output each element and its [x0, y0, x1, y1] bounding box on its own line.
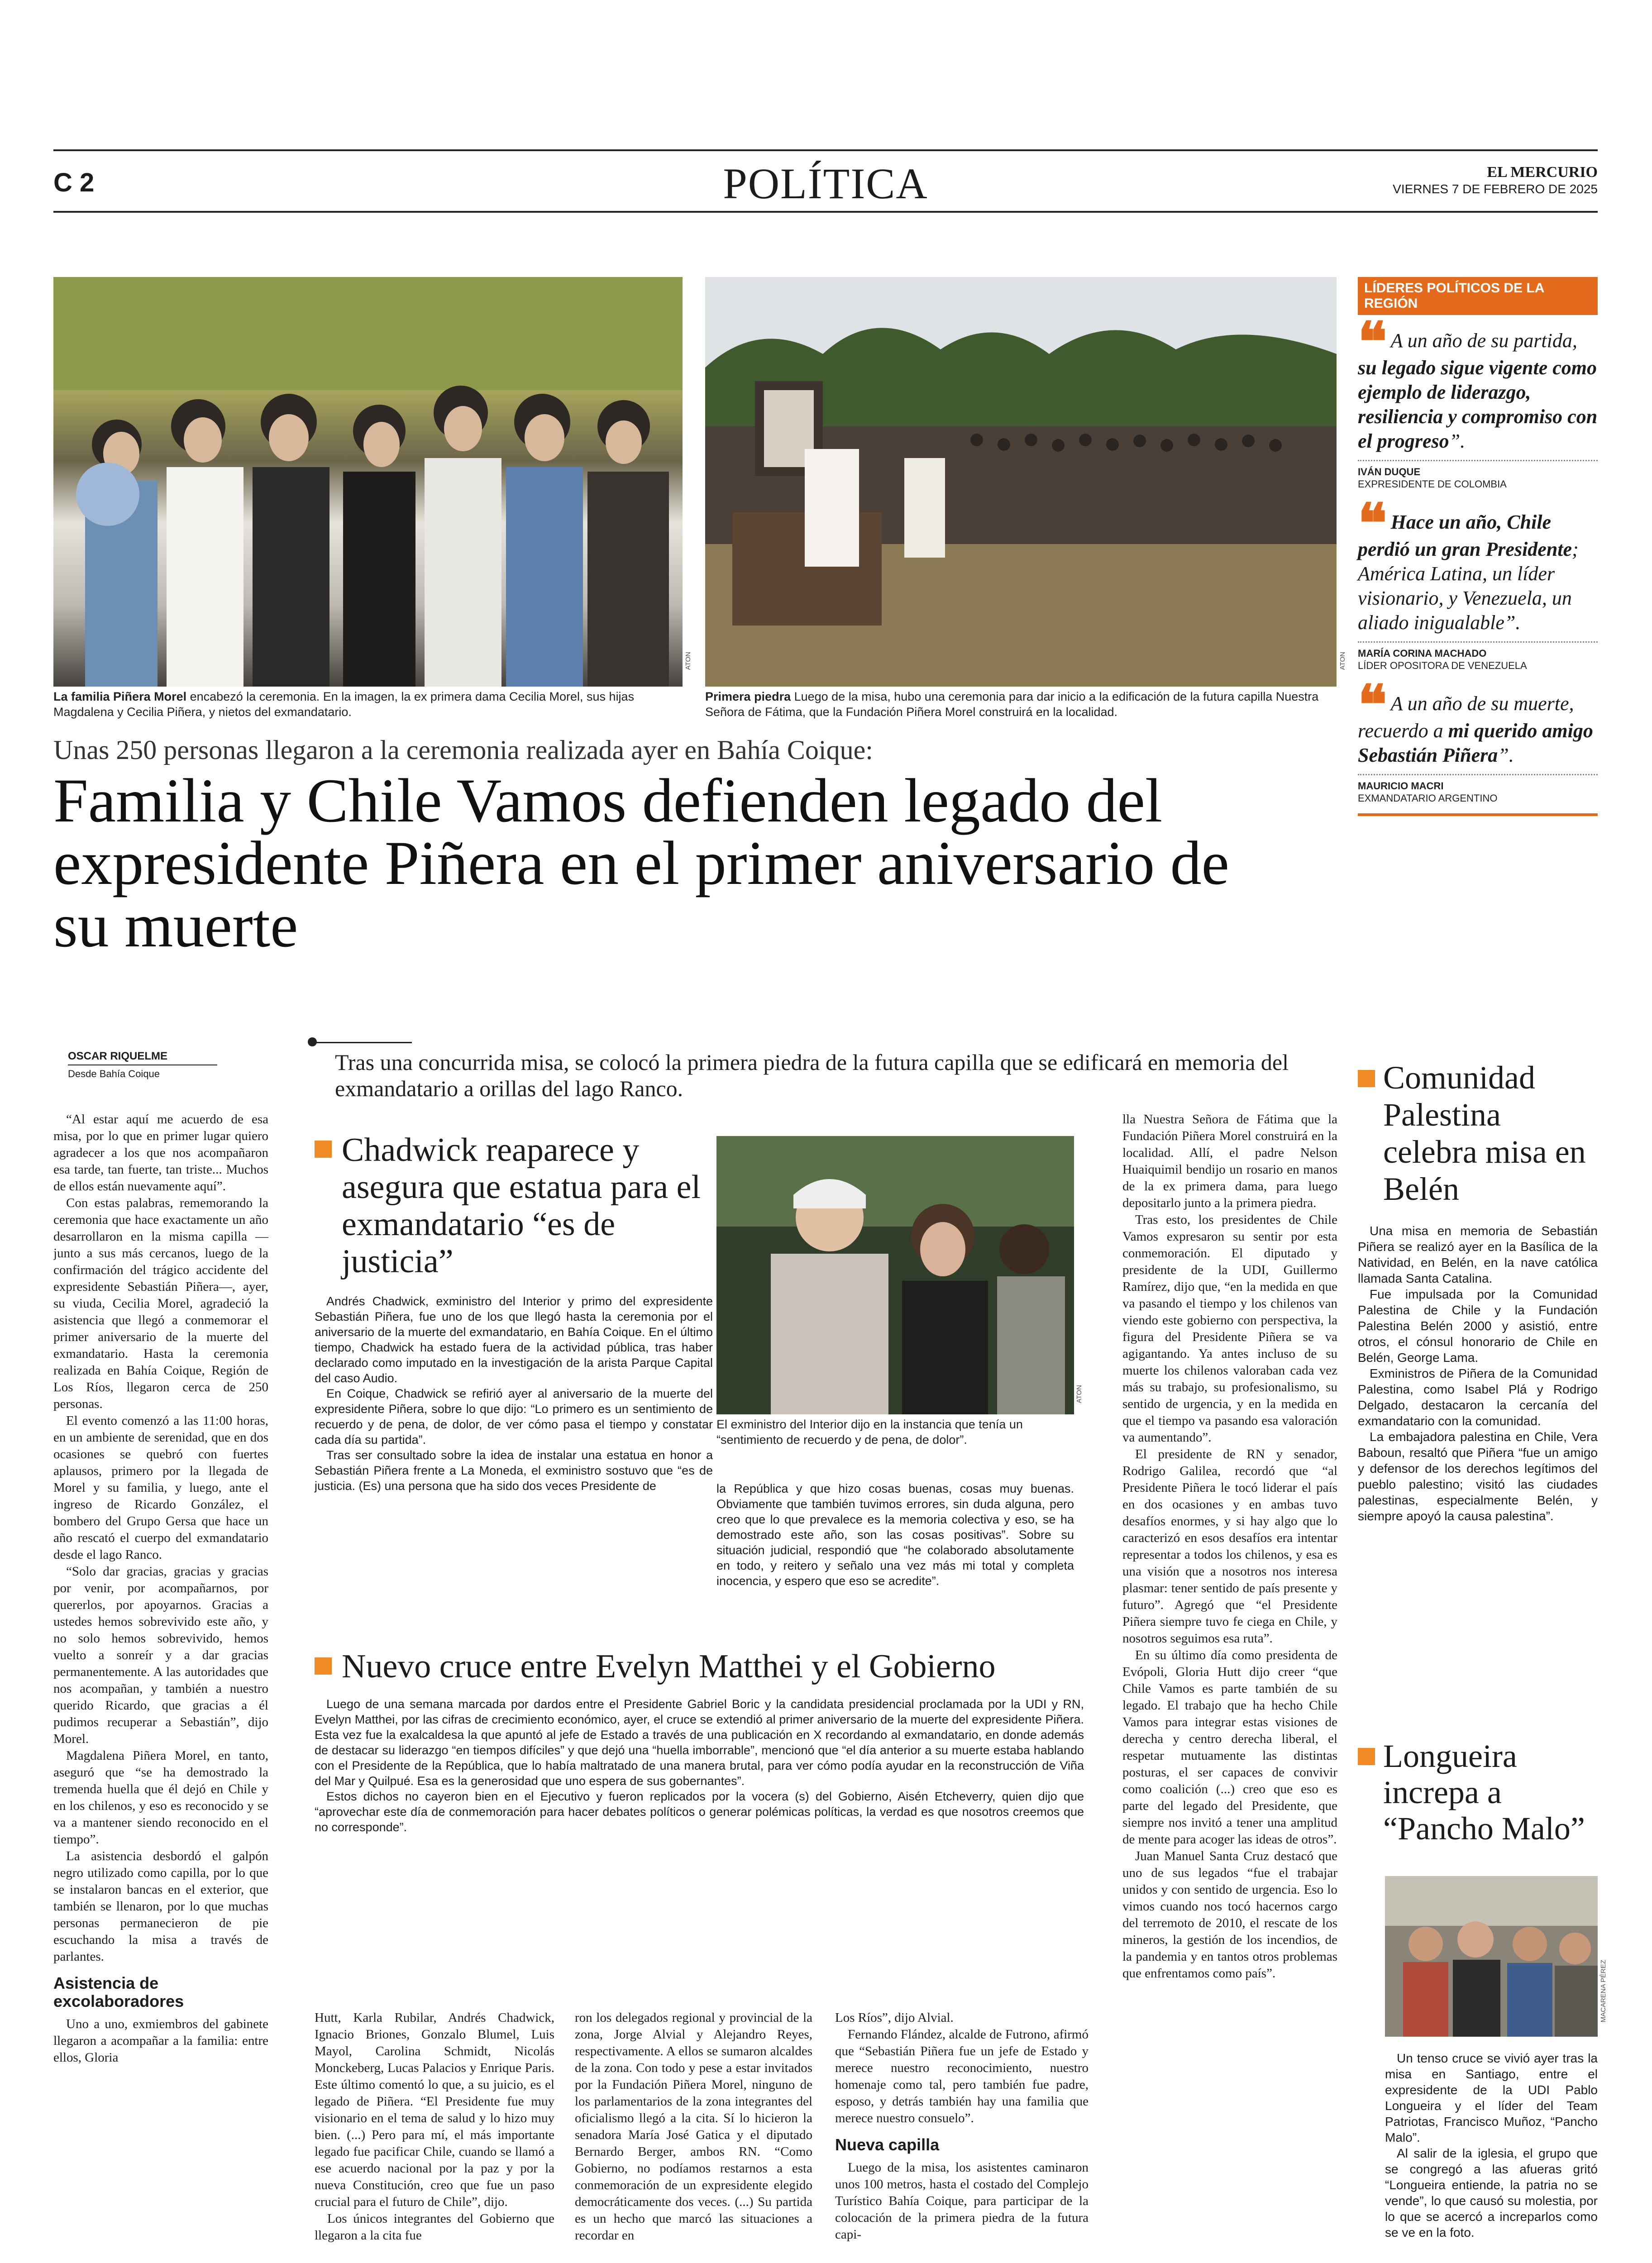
quote-pre: A un año de su partida, [1390, 329, 1577, 352]
byline-place: Desde Bahía Coique [68, 1068, 160, 1079]
paragraph: “Al estar aquí me acuerdo de esa misa, por lo que en primer lugar quiero agradecer a los que nos acompañaron esa tarde, tan fuerte, tan triste... Muchos de ellos están nuevamente aquí”. [53, 1112, 268, 1194]
paragraph: Tras ser consultado sobre la idea de instalar una estatua en honor a Sebastián Piñera frente a La Moneda, el exministro sostuvo que “es de justicia. (Es) una persona que ha sido dos veces Presidente de [315, 1448, 713, 1493]
paragraph: En Coique, Chadwick se refirió ayer al aniversario de la muerte del expresidente Piñera, sobre lo que dijo: “Lo primero es un sentimiento de recuerdo y de pena, de dolor, de ver cómo pasa el tiempo y constatar cada día su partida”. [315, 1387, 713, 1447]
masthead [53, 149, 1598, 213]
paragraph: Andrés Chadwick, exministro del Interior y primo del expresidente Sebastián Piñera, fue uno de los que llegó hasta la ceremonia por el aniversario de la muerte del exmandatario, en Bahía Coique. En el último tiempo, Chadwick ha estado fuera de la actividad pública, tras haber declarado como imputado en la investigación de la arista Parque Capital del caso Audio. [315, 1294, 713, 1385]
chadwick-photo [716, 1136, 1074, 1414]
quote-block [1358, 673, 1598, 804]
chadwick-heading-text: Chadwick reaparece y asegura que estatua para el exmandatario “es de justicia” [342, 1132, 701, 1280]
caption-text: Luego de la misa, hubo una ceremonia para dar inicio a la edificación de la futura capilla Nuestra Señora de Fátima, que la Fundación Piñera Morel construirá en la localidad. [705, 690, 1319, 719]
matthei-body [315, 1696, 1084, 1835]
caption-lead: Primera piedra [705, 690, 791, 703]
paragraph: Los únicos integrantes del Gobierno que llegaron a la cita fue [315, 2211, 554, 2243]
photo-caption [705, 689, 1337, 720]
chadwick-heading [315, 1132, 713, 1280]
quote-block [1358, 310, 1598, 490]
paragraph: Juan Manuel Santa Cruz destacó que uno de sus legados “fue el trabajar unidos y con sentido de urgencia. Eso lo vimos cuando nos tocó hacernos cargo del terremoto de 2010, el rescate de los mineros, la gestión de los incendios, de la pandemia y en tantos otros problemas que enfrentamos como país”. [1122, 1849, 1337, 1981]
paragraph: lla Nuestra Señora de Fátima que la Fundación Piñera Morel construirá en la localidad. Allí, el padre Nelson Huaiquimil bendijo un rosario en manos de la ex primera dama, para luego depositarlo junto a la primera piedra. [1122, 1112, 1337, 1210]
orange-square-icon [315, 1141, 332, 1158]
paragraph: Una misa en memoria de Sebastián Piñera se realizó ayer en la Basílica de la Natividad, en Belén, en la nave católica llamada Santa Catalina. [1358, 1224, 1598, 1285]
photo-credit: ATON [1339, 652, 1346, 670]
chadwick-photo-caption: El exministro del Interior dijo en la instancia que tenía un “sentimiento de recuerdo y de pena, de dolor”. [716, 1418, 1023, 1447]
quote-mark-icon: ❝ [1358, 492, 1387, 555]
article-column [1122, 1111, 1337, 2263]
quote-author-name: MAURICIO MACRI [1358, 780, 1444, 792]
longueira-box [1358, 1738, 1598, 1847]
kicker: Unas 250 personas llegaron a la ceremonia realizada ayer en Bahía Coique: [53, 735, 873, 765]
article-column [575, 2010, 812, 2263]
quote-author-role: EXPRESIDENTE DE COLOMBIA [1358, 478, 1507, 490]
divider [1358, 641, 1598, 643]
paragraph: Tras esto, los presidentes de Chile Vamos expresaron su sentir por esta conmemoración. El diputado y presidente de la UDI, Guillermo Ramírez, dijo que, “en la medida en que va pasando el tiempo y los chilenos van viendo este gobierno con perspectiva, la figura del Presidente Piñera se va agigantando. Ya antes incluso de su muerte los chilenos valoraban cada vez más su trabajo, su profesionalismo, su sentido de urgencia, y en la medida en que el tiempo va pasando esa valoración va aumentando”. [1122, 1213, 1337, 1445]
paragraph: La asistencia desbordó el galpón negro utilizado como capilla, por lo que se instalaron bancas en el exterior, que también se llenaron, por lo que muchas personas permanecieron de pie escuchando la misa a través de parlantes. [53, 1849, 268, 1964]
chadwick-body-2: la República y que hizo cosas buenas, cosas muy buenas. Obviamente que también tuvimos errores, sin duda alguna, pero creo que lo que prevalece es la memoria colectiva y eso, se ha demostrado este año, son las cosas positivas”. Sobre su situación judicial, respondió que “he colaborado absolutamente en todo, y reitero y señalo una vez más mi total y completa inocencia, y espero que eso se acredite”. [716, 1482, 1074, 1588]
article-column [835, 2010, 1089, 2263]
paragraph: “Solo dar gracias, gracias y gracias por venir, por acompañarnos, por quererlos, por apoyarnos. Gracias a ustedes hemos sobrevivido este año, y no solo hemos sobrevivido, hemos vuelto a sonreír y a dar gracias permanentemente. A las autoridades que nos acompañan, y también a nuestro querido Ricardo, que gracias a él pudimos recuperar a Sebastián”, dijo Morel. [53, 1564, 268, 1746]
quote-bold: mi querido amigo Sebastián Piñera [1358, 720, 1593, 766]
sidebar-bottom-rule [1358, 813, 1598, 816]
paragraph: Los Ríos”, dijo Alvial. [835, 2010, 954, 2025]
photo-credit: ATON [684, 652, 692, 670]
leaders-sidebar [1358, 277, 1598, 1028]
paragraph: Hutt, Karla Rubilar, Andrés Chadwick, Ignacio Briones, Gonzalo Blumel, Luis Mayol, Carolina Schmidt, Nicolás Monckeberg, Lucas Palacios y Enrique Paris. Este último comentó lo que, a su juicio, es el legado de Piñera. “El Presidente fue muy visionario en el tema de salud y lo hizo muy bien. (...) Pero para mí, el más importante legado fue pacificar Chile, cuando se llamó a ese acuerdo nacional por la paz y por la nueva Constitución, creo que fue un paso crucial para el futuro de Chile”, dijo. [315, 2010, 554, 2209]
caption-lead: La familia Piñera Morel [53, 690, 187, 703]
quote-author-role: EXMANDATARIO ARGENTINO [1358, 793, 1498, 804]
paragraph: Con estas palabras, rememorando la ceremonia que hace exactamente un año desarrollaron en la misma capilla —junto a sus más cercanos, luego de la confirmación del trágico accidente del expresidente Sebastián Piñera—, ayer, su viuda, Cecilia Morel, agradeció la asistencia que llegó a conmemorar el primer aniversario de la muerte del exmandatario. Hasta la ceremonia realizada en Bahía Coique, Región de Los Ríos, llegaron cerca de 250 personas. [53, 1196, 268, 1411]
paragraph: Un tenso cruce se vivió ayer tras la misa en Santiago, entre el expresidente de la UDI Pablo Longueira y el líder del Team Patriotas, Francisco Muñoz, “Pancho Malo”. [1385, 2051, 1598, 2144]
quote-mark-icon: ❝ [1358, 673, 1387, 737]
paragraph: Al salir de la iglesia, el grupo que se congregó a las afueras gritó “Longueira entiende, la patria no se vende”, lo que causó su molestia, por lo que se acercó a increparlos como se ve en la foto. [1385, 2146, 1598, 2239]
orange-square-icon [1358, 1748, 1375, 1765]
article-column [53, 1111, 268, 2263]
sidebar-header [1358, 277, 1598, 315]
quote-post: ; América Latina, un líder visionario, y Venezuela, un aliado inigualable”. [1358, 538, 1579, 634]
paragraph: Fue impulsada por la Comunidad Palestina de Chile y la Fundación Palestina Belén 2000 y asistió, entre otros, el cónsul honorario de Chile en Belén, George Lama. [1358, 1287, 1598, 1365]
divider [1358, 774, 1598, 775]
paragraph: Luego de una semana marcada por dardos entre el Presidente Gabriel Boric y la candidata presidencial proclamada por la UDI y RN, Evelyn Matthei, por las cifras de crecimiento económico, ayer, el cruce se extendió al primer aniversario de la muerte del expresidente Piñera. Esta vez fue la exalcaldesa la que apuntó al jefe de Estado a través de una publicación en X recordando al exmandatario, en donde además de destacar su liderazgo “en tiempos difíciles” y que dejó una “huella imborrable”, mencionó que “el día anterior a su muerte estaba hablando con el Presidente de la República, que lo había maltratado de una manera brutal, para ver cómo podía ayudar en la reconstrucción de Viña del Mar y Quilpué. Esa es la generosidad que uno espera de sus gobernantes”. [315, 1697, 1084, 1788]
longueira-heading-text: Longueira increpa a “Pancho Malo” [1383, 1738, 1585, 1847]
quote-pre: A un año de su muerte, recuerdo a [1358, 692, 1574, 742]
matthei-heading [315, 1647, 1084, 1685]
chadwick-box [315, 1132, 713, 1494]
longueira-heading [1358, 1738, 1598, 1847]
paragraph: Uno a uno, exmiembros del gabinete llegaron a acompañar a la familia: entre ellos, Gloria [53, 2017, 268, 2065]
family-photo [53, 277, 683, 687]
quote-text [1358, 310, 1598, 454]
issue-date: VIERNES 7 DE FEBRERO DE 2025 [1393, 182, 1598, 196]
deck-dot [308, 1037, 317, 1046]
photo-caption [53, 689, 683, 720]
quote-mark-icon: ❝ [1358, 310, 1387, 374]
orange-square-icon [1358, 1070, 1375, 1087]
divider [1358, 460, 1598, 461]
paragraph: Fernando Flández, alcalde de Futrono, afirmó que “Sebastián Piñera fue un jefe de Estado y merece nuestro reconocimiento, nuestro homenaje como tal, pero también fue padre, esposo, y detrás también hay una familia que merece nuestro consuelo”. [835, 2027, 1089, 2125]
quote-post: ”. [1498, 744, 1514, 766]
photo-credit: ATON [1075, 1385, 1083, 1404]
article-column [315, 2010, 554, 2263]
byline-author: OSCAR RIQUELME [68, 1050, 217, 1065]
matthei-box [315, 1647, 1084, 1835]
orange-square-icon [315, 1657, 332, 1675]
palestina-heading-text: Comunidad Palestina celebra misa en Belén [1383, 1060, 1586, 1207]
page-number: C 2 [53, 168, 95, 197]
quote-post: ”. [1449, 430, 1466, 452]
byline [68, 1050, 217, 1080]
longueira-photo [1385, 1876, 1598, 2037]
ceremony-photo [705, 277, 1337, 687]
paragraph: ron los delegados regional y provincial de la zona, Jorge Alvial y Alejandro Reyes, respectivamente. A ellos se sumaron alcaldes de la zona. Con todo y pese a estar invitados por la Fundación Piñera Morel, ninguno de los parlamentarios de la zona integrantes del oficialismo llegó a la cita. Sí lo hicieron la senadora María José Gatica y el diputado Bernardo Berger, ambos RN. “Como Gobierno, no podíamos restarnos a esta conmemoración de un expresidente elegido democráticamente dos veces. (...) Su partida es un hecho que marcó las situaciones a recordar en [575, 2010, 812, 2243]
deck: Tras una concurrida misa, se colocó la primera piedra de la futura capilla que se edificará en memoria del exmandatario a orillas del lago Ranco. [335, 1050, 1289, 1101]
headline: Familia y Chile Vamos defienden legado del expresidente Piñera en el primer aniversario de su muerte [53, 766, 1229, 960]
quote-author-role: LÍDER OPOSITORA DE VENEZUELA [1358, 660, 1527, 671]
quote-author [1358, 647, 1598, 659]
quote-text [1358, 492, 1598, 635]
paper-name: EL MERCURIO [1487, 164, 1598, 181]
quote-author [1358, 780, 1598, 792]
paragraph: En su último día como presidenta de Evópoli, Gloria Hutt dijo creer “que Chile Vamos es parte también de su legado. El trabajo que ha hecho Chile Vamos para integrar estas visiones de derecha y centro derecha liberal, el respetar mutuamente las distintas posturas, el ser capaces de convivir como coalición (...) creo que eso es parte del legado del Presidente, que siempre nos invitó a tener una amplitud de mente para acoger las ideas de otros”. [1122, 1648, 1337, 1847]
caption-text: encabezó la ceremonia. En la imagen, la ex primera dama Cecilia Morel, sus hijas Magdalena y Cecilia Piñera, y nietos del exmandatario. [53, 690, 635, 719]
paragraph: Exministros de Piñera de la Comunidad Palestina, como Isabel Plá y Rodrigo Delgado, destacaron la cercanía del exmandatario con la comunidad. [1358, 1366, 1598, 1428]
quote-author-name: MARÍA CORINA MACHADO [1358, 648, 1487, 659]
paragraph: El presidente de RN y senador, Rodrigo Galilea, recordó que “al Presidente Piñera le tocó liderar el país en dos ocasiones y en ambas tuvo desafíos enormes, y si hay algo que lo caracterizó en esos desafíos era intentar representar a todos los chilenos, y esa es una visión que a nosotros nos interesa plasmar: tener sentido de país presente y futuro”. Agregó que “el Presidente Piñera siempre tuvo fe ciega en Chile, y nosotros seguimos esa ruta”. [1122, 1447, 1337, 1646]
palestina-body [1358, 1223, 1598, 1524]
deck-rule [312, 1042, 412, 1043]
paragraph: Estos dichos no cayeron bien en el Ejecutivo y fueron replicados por la vocera (s) del Gobierno, Aisén Etcheverry, quien dijo que “aprovechar este día de conmemoración para hacer debates políticos o generar polémicas políticas, la verdad es que nosotros creemos que no corresponde”. [315, 1790, 1084, 1834]
paragraph: El evento comenzó a las 11:00 horas, en un ambiente de serenidad, que en dos ocasiones se quebró con fuertes aplausos, primero por la llegada de Morel y su familia, y luego, ante el ingreso de Ricardo González, el bombero del Grupo Gersa que hace un año rescató el cuerpo del exmandatario desde el lago Ranco. [53, 1413, 268, 1562]
paragraph: Luego de la misa, los asistentes caminaron unos 100 metros, hasta el costado del Complejo Turístico Bahía Coique, para participar de la colocación de la primera piedra de la futura capi- [835, 2160, 1089, 2242]
quote-bold: su legado sigue vigente como ejemplo de liderazgo, resiliencia y compromiso con el progreso [1358, 357, 1598, 452]
section-title: POLÍTICA [723, 159, 928, 208]
palestina-box [1358, 1059, 1598, 1524]
longueira-body [1385, 2050, 1598, 2240]
quote-block [1358, 492, 1598, 672]
quote-text [1358, 673, 1598, 768]
palestina-heading [1358, 1059, 1598, 1208]
subheading: Asistencia de excolaboradores [53, 1974, 184, 2010]
chadwick-body [315, 1294, 713, 1494]
photo-credit: MACARENA PÉREZ [1599, 1960, 1607, 2023]
matthei-heading-text: Nuevo cruce entre Evelyn Matthei y el Gobierno [342, 1648, 996, 1685]
quote-author [1358, 466, 1598, 478]
paragraph: La embajadora palestina en Chile, Vera Baboun, resaltó que Piñera “fue un amigo y defensor de los derechos legítimos del pueblo palestino; visitó las ciudades palestinas, especialmente Belén, y siempre apoyó la causa palestina”. [1358, 1430, 1598, 1523]
paragraph: Magdalena Piñera Morel, en tanto, aseguró que “se ha demostrado la tremenda huella que él dejó en Chile y en los chilenos, y eso es reconocido y se va a mantener siendo reconocido en el tiempo”. [53, 1748, 268, 1847]
quote-author-name: IVÁN DUQUE [1358, 466, 1421, 477]
quote-bold: Hace un año, Chile perdió un gran Presidente [1358, 511, 1572, 560]
sidebar-header-text: LÍDERES POLÍTICOS DE LA REGIÓN [1364, 281, 1544, 311]
subheading: Nueva capilla [835, 2135, 940, 2154]
